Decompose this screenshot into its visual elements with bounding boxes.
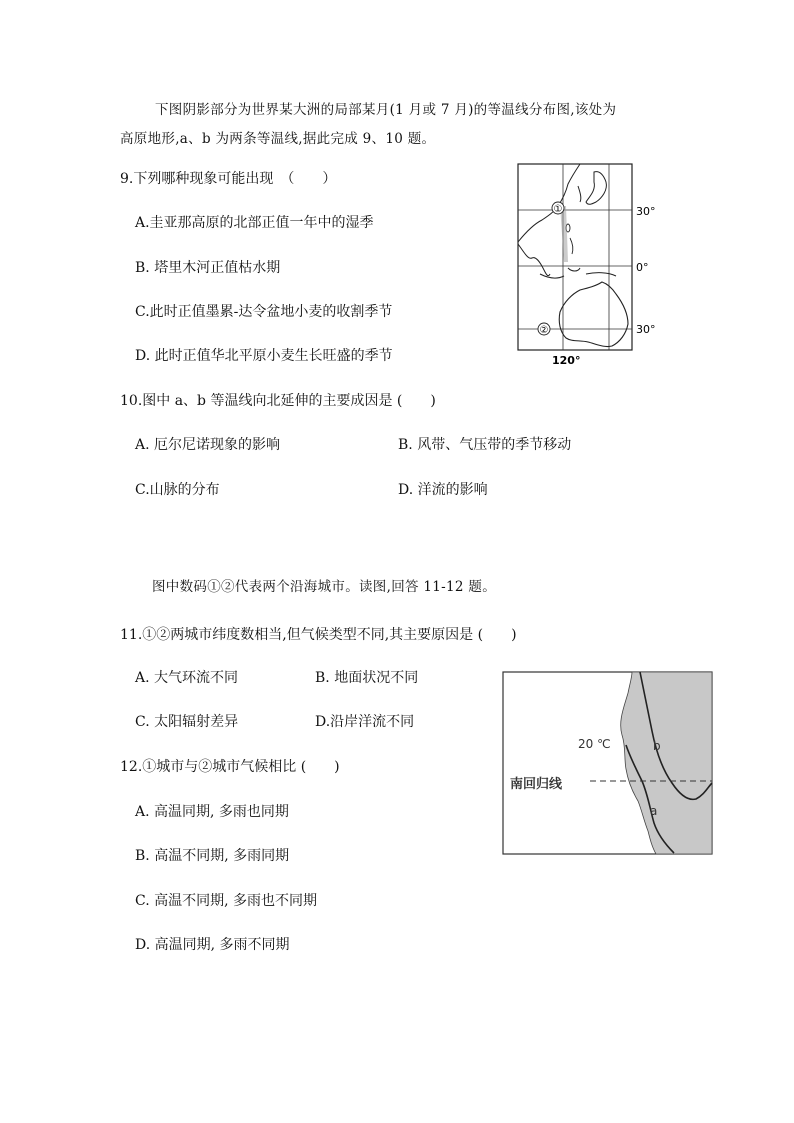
map1-lat-30n-label: 30° [636,205,656,218]
q11-option-b: B. 地面状况不同 [315,670,419,686]
q11-stem: 11.①②两城市纬度数相当,但气候类型不同,其主要原因是 ( ) [120,627,517,643]
borneo-island [568,268,580,271]
map-asia-australia [516,162,676,372]
map1-city-2-label: ② [539,325,549,336]
map1-lat-30s-label: 30° [636,323,656,336]
q9-option-c: C.此时正值墨累-达令盆地小麦的收割季节 [135,304,393,320]
map1-city-1-label: ① [553,204,563,215]
map1-lon-120-label: 120° [552,354,581,367]
korea-peninsula [578,186,581,202]
new-guinea-island [586,273,616,276]
philippines-islands [570,238,573,254]
q12-option-d: D. 高温同期, 多雨不同期 [135,937,290,953]
map1-lat-0-label: 0° [636,261,649,274]
q10-option-d: D. 洋流的影响 [398,482,488,498]
map1-frame [518,164,632,350]
temp-20c-label: 20 ℃ [578,737,611,751]
map-isotherms [502,671,714,857]
q10-stem: 10.图中 a、b 等温线向北延伸的主要成因是 ( ) [120,393,436,409]
q9-stem: 9.下列哪种现象可能出现 （ ） [120,171,337,187]
q9-option-b: B. 塔里木河正值枯水期 [135,260,281,276]
section2-intro: 图中数码①②代表两个沿海城市。读图,回答 11-12 题。 [152,579,496,595]
intro-line-2: 高原地形,a、b 为两条等温线,据此完成 9、10 题。 [120,131,436,147]
tropic-label: 南回归线 [510,777,563,792]
q12-stem: 12.①城市与②城市气候相比 ( ) [120,759,340,775]
indochina-coastline [518,244,550,276]
q12-option-c: C. 高温不同期, 多雨也不同期 [135,893,318,909]
q12-option-b: B. 高温不同期, 多雨同期 [135,848,290,864]
q10-option-c: C.山脉的分布 [135,482,220,498]
isotherm-a-label: a [650,804,658,818]
q9-option-d: D. 此时正值华北平原小麦生长旺盛的季节 [135,348,393,364]
japan-island [586,172,606,205]
q11-option-d: D.沿岸洋流不同 [315,714,415,730]
q9-option-a: A.圭亚那高原的北部正值一年中的湿季 [135,215,374,231]
australia-continent [559,282,628,347]
q10-option-b: B. 风带、气压带的季节移动 [398,437,572,453]
q12-option-a: A. 高温同期, 多雨也同期 [135,804,289,820]
intro-line-1: 下图阴影部分为世界某大洲的局部某月(1 月或 7 月)的等温线分布图,该处为 [155,102,617,118]
isotherm-b-label: b [653,739,661,753]
asia-coastline [518,164,580,242]
q11-option-c: C. 太阳辐射差异 [135,714,239,730]
q11-option-a: A. 大气环流不同 [135,670,239,686]
q10-option-a: A. 厄尔尼诺现象的影响 [135,437,281,453]
sumatra-java-islands [540,274,564,278]
